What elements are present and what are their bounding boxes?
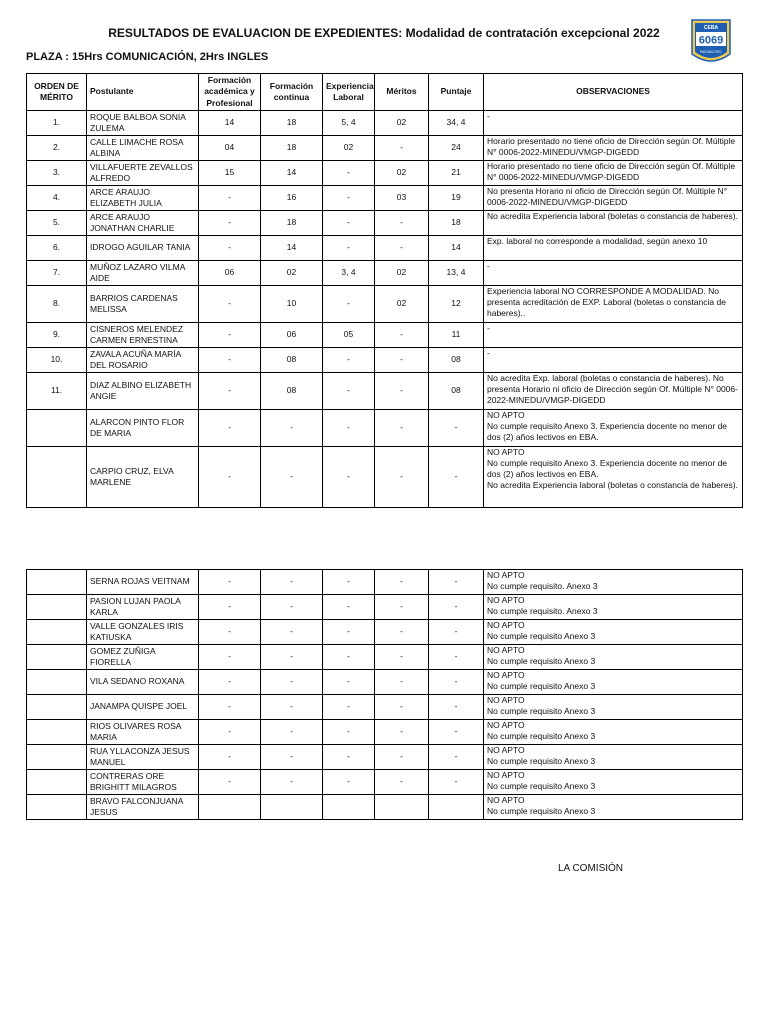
observaciones-cell: Horario presentado no tiene oficio de Dirección según Of. Múltiple N° 0006-2022-MINEDU/VMGP-DIGEDD — [484, 136, 743, 161]
experiencia-cell: - — [323, 745, 375, 770]
meritos-cell: - — [375, 770, 429, 795]
table-row — [27, 111, 743, 136]
meritos-cell: - — [375, 595, 429, 620]
experiencia-cell — [323, 795, 375, 820]
observaciones-cell: NO APTO No cumple requisito Anexo 3 — [484, 745, 743, 770]
experiencia-cell: - — [323, 595, 375, 620]
formacion-academica-cell: - — [199, 695, 261, 720]
table-row — [27, 211, 743, 236]
formacion-academica-cell: - — [199, 410, 261, 447]
observaciones-cell: NO APTO No cumple requisito Anexo 3 — [484, 620, 743, 645]
experiencia-cell: - — [323, 720, 375, 745]
col-postulante: Postulante — [87, 74, 199, 111]
orden-cell — [27, 570, 87, 595]
observaciones-cell: Exp. laboral no corresponde a modalidad, según anexo 10 — [484, 236, 743, 261]
name-cell: IDROGO AGUILAR TANIA — [87, 236, 199, 261]
observaciones-cell: No acredita Experiencia laboral (boletas o constancia de haberes). — [484, 211, 743, 236]
table-row — [27, 348, 743, 373]
formacion-continua-cell — [261, 795, 323, 820]
formacion-continua-cell: - — [261, 695, 323, 720]
meritos-cell: - — [375, 670, 429, 695]
formacion-academica-cell: - — [199, 720, 261, 745]
table-row — [27, 795, 743, 820]
observaciones-cell: - — [484, 111, 743, 136]
formacion-continua-cell: 10 — [261, 286, 323, 323]
name-cell: ALARCON PINTO FLOR DE MARIA — [87, 410, 199, 447]
table-row — [27, 286, 743, 323]
meritos-cell: 02 — [375, 286, 429, 323]
name-cell: VILLAFUERTE ZEVALLOS ALFREDO — [87, 161, 199, 186]
formacion-continua-cell: 14 — [261, 236, 323, 261]
formacion-continua-cell: 02 — [261, 261, 323, 286]
orden-cell: 3. — [27, 161, 87, 186]
formacion-academica-cell: - — [199, 620, 261, 645]
not-qualified-table — [26, 569, 743, 820]
formacion-continua-cell: - — [261, 410, 323, 447]
meritos-cell: - — [375, 447, 429, 508]
orden-cell — [27, 770, 87, 795]
experiencia-cell: 3, 4 — [323, 261, 375, 286]
observaciones-cell: NO APTO No cumple requisito Anexo 3. Experiencia docente no menor de dos (2) años lectivos en EBA. No acredita Experiencia laboral (boletas o constancia de haberes). — [484, 447, 743, 508]
document-title: RESULTADOS DE EVALUACION DE EXPEDIENTES: Modalidad de contratación excepcional 2022 — [108, 26, 660, 40]
name-cell: CONTRERAS ORE BRIGHITT MILAGROS — [87, 770, 199, 795]
orden-cell: 4. — [27, 186, 87, 211]
meritos-cell: - — [375, 745, 429, 770]
table-row — [27, 695, 743, 720]
table-row — [27, 373, 743, 410]
puntaje-cell: 24 — [429, 136, 484, 161]
formacion-continua-cell: - — [261, 645, 323, 670]
name-cell: RIOS OLIVARES ROSA MARIA — [87, 720, 199, 745]
formacion-academica-cell: 15 — [199, 161, 261, 186]
experiencia-cell: - — [323, 570, 375, 595]
puntaje-cell: 19 — [429, 186, 484, 211]
meritos-cell: - — [375, 620, 429, 645]
name-cell: VALLE GONZALES IRIS KATIUSKA — [87, 620, 199, 645]
formacion-academica-cell: - — [199, 286, 261, 323]
orden-cell: 11. — [27, 373, 87, 410]
orden-cell: 7. — [27, 261, 87, 286]
puntaje-cell: 14 — [429, 236, 484, 261]
formacion-continua-cell: - — [261, 720, 323, 745]
name-cell: ARCE ARAUJO JONATHAN CHARLIE — [87, 211, 199, 236]
formacion-continua-cell: 14 — [261, 161, 323, 186]
orden-cell — [27, 695, 87, 720]
formacion-academica-cell: - — [199, 323, 261, 348]
formacion-academica-cell: - — [199, 373, 261, 410]
puntaje-cell: - — [429, 570, 484, 595]
table-row — [27, 720, 743, 745]
observaciones-cell: NO APTO No cumple requisito Anexo 3 — [484, 720, 743, 745]
orden-cell — [27, 410, 87, 447]
experiencia-cell: - — [323, 695, 375, 720]
table-row — [27, 323, 743, 348]
formacion-continua-cell: 18 — [261, 211, 323, 236]
name-cell: BARRIOS CARDENAS MELISSA — [87, 286, 199, 323]
puntaje-cell: 34, 4 — [429, 111, 484, 136]
puntaje-cell: - — [429, 770, 484, 795]
meritos-cell: - — [375, 323, 429, 348]
observaciones-cell: Horario presentado no tiene oficio de Dirección según Of. Múltiple N° 0006-2022-MINEDU/VMGP-DIGEDD — [484, 161, 743, 186]
formacion-academica-cell: - — [199, 211, 261, 236]
puntaje-cell: - — [429, 620, 484, 645]
formacion-continua-cell: - — [261, 670, 323, 695]
table-row — [27, 261, 743, 286]
logo-bottom-text: PACHACUTEC — [700, 50, 722, 54]
table-row — [27, 645, 743, 670]
col-formacion-academica: Formación académica y Profesional — [199, 74, 261, 111]
orden-cell: 10. — [27, 348, 87, 373]
meritos-cell: - — [375, 695, 429, 720]
experiencia-cell: - — [323, 161, 375, 186]
puntaje-cell: 08 — [429, 348, 484, 373]
name-cell: BRAVO FALCONJUANA JESUS — [87, 795, 199, 820]
formacion-academica-cell: - — [199, 447, 261, 508]
observaciones-cell: NO APTO No cumple requisito. Anexo 3 — [484, 570, 743, 595]
table-row — [27, 745, 743, 770]
name-cell: SERNA ROJAS VEITNAM — [87, 570, 199, 595]
meritos-cell: - — [375, 236, 429, 261]
observaciones-cell: - — [484, 261, 743, 286]
table-row — [27, 186, 743, 211]
formacion-academica-cell: - — [199, 770, 261, 795]
orden-cell — [27, 720, 87, 745]
orden-cell: 6. — [27, 236, 87, 261]
observaciones-cell: NO APTO No cumple requisito Anexo 3 — [484, 795, 743, 820]
formacion-continua-cell: - — [261, 745, 323, 770]
col-orden: ORDEN DE MÉRITO — [27, 74, 87, 111]
name-cell: DIAZ ALBINO ELIZABETH ANGIE — [87, 373, 199, 410]
experiencia-cell: - — [323, 348, 375, 373]
formacion-academica-cell: - — [199, 645, 261, 670]
table-row — [27, 670, 743, 695]
observaciones-cell: NO APTO No cumple requisito Anexo 3 — [484, 670, 743, 695]
formacion-continua-cell: 06 — [261, 323, 323, 348]
puntaje-cell: 11 — [429, 323, 484, 348]
orden-cell — [27, 447, 87, 508]
name-cell: JANAMPA QUISPE JOEL — [87, 695, 199, 720]
puntaje-cell: 18 — [429, 211, 484, 236]
meritos-cell: 03 — [375, 186, 429, 211]
experiencia-cell: - — [323, 447, 375, 508]
experiencia-cell: - — [323, 410, 375, 447]
experiencia-cell: - — [323, 286, 375, 323]
puntaje-cell: - — [429, 410, 484, 447]
meritos-cell: - — [375, 348, 429, 373]
observaciones-cell: NO APTO No cumple requisito Anexo 3 — [484, 770, 743, 795]
name-cell: RUA YLLACONZA JESUS MANUEL — [87, 745, 199, 770]
name-cell: MUÑOZ LAZARO VILMA AIDE — [87, 261, 199, 286]
orden-cell: 8. — [27, 286, 87, 323]
formacion-continua-cell: 16 — [261, 186, 323, 211]
experiencia-cell: 05 — [323, 323, 375, 348]
observaciones-cell: No presenta Horario ni oficio de Dirección según Of. Múltiple N° 0006-2022-MINEDU/VMGP-DIGEDD — [484, 186, 743, 211]
puntaje-cell: - — [429, 645, 484, 670]
formacion-academica-cell — [199, 795, 261, 820]
logo-number: 6069 — [698, 34, 724, 47]
experiencia-cell: - — [323, 645, 375, 670]
name-cell: CISNEROS MELENDEZ CARMEN ERNESTINA — [87, 323, 199, 348]
table-row — [27, 161, 743, 186]
meritos-cell: 02 — [375, 161, 429, 186]
orden-cell: 5. — [27, 211, 87, 236]
formacion-continua-cell: - — [261, 620, 323, 645]
observaciones-cell: NO APTO No cumple requisito Anexo 3 — [484, 645, 743, 670]
meritos-cell: - — [375, 720, 429, 745]
formacion-academica-cell: 04 — [199, 136, 261, 161]
puntaje-cell: 12 — [429, 286, 484, 323]
name-cell: VILA SEDANO ROXANA — [87, 670, 199, 695]
observaciones-cell: No acredita Exp. laboral (boletas o constancia de haberes). No presenta Horario ni oficio de Dirección según Of. Múltiple N° 0006-2022-MINEDU/VMGP-DIGEDD — [484, 373, 743, 410]
experiencia-cell: 02 — [323, 136, 375, 161]
experiencia-cell: - — [323, 373, 375, 410]
puntaje-cell: 21 — [429, 161, 484, 186]
table-row — [27, 595, 743, 620]
formacion-academica-cell: 06 — [199, 261, 261, 286]
table-row — [27, 770, 743, 795]
formacion-continua-cell: - — [261, 447, 323, 508]
puntaje-cell: - — [429, 720, 484, 745]
puntaje-cell: - — [429, 695, 484, 720]
col-meritos: Méritos — [375, 74, 429, 111]
orden-cell — [27, 620, 87, 645]
observaciones-cell: - — [484, 348, 743, 373]
meritos-cell: - — [375, 136, 429, 161]
col-observaciones: OBSERVACIONES — [484, 74, 743, 111]
orden-cell — [27, 595, 87, 620]
table-row — [27, 136, 743, 161]
puntaje-cell: - — [429, 447, 484, 508]
experiencia-cell: - — [323, 236, 375, 261]
formacion-academica-cell: - — [199, 745, 261, 770]
formacion-continua-cell: - — [261, 770, 323, 795]
formacion-continua-cell: 18 — [261, 136, 323, 161]
observaciones-cell: NO APTO No cumple requisito Anexo 3 — [484, 695, 743, 720]
meritos-cell: - — [375, 211, 429, 236]
puntaje-cell: - — [429, 670, 484, 695]
orden-cell — [27, 645, 87, 670]
observaciones-cell: Experiencia laboral NO CORRESPONDE A MODALIDAD. No presenta acreditación de EXP. Laboral (boletas o constancia de haberes).. — [484, 286, 743, 323]
meritos-cell: - — [375, 410, 429, 447]
formacion-academica-cell: - — [199, 348, 261, 373]
formacion-continua-cell: 08 — [261, 373, 323, 410]
formacion-academica-cell: - — [199, 186, 261, 211]
col-experiencia: Experiencia Laboral — [323, 74, 375, 111]
experiencia-cell: 5, 4 — [323, 111, 375, 136]
institution-logo — [686, 16, 736, 70]
table-row — [27, 410, 743, 447]
formacion-academica-cell: - — [199, 595, 261, 620]
table-row — [27, 447, 743, 508]
meritos-cell: - — [375, 373, 429, 410]
formacion-continua-cell: - — [261, 570, 323, 595]
col-puntaje: Puntaje — [429, 74, 484, 111]
experiencia-cell: - — [323, 620, 375, 645]
puntaje-cell: - — [429, 595, 484, 620]
formacion-continua-cell: 18 — [261, 111, 323, 136]
table-row — [27, 570, 743, 595]
observaciones-cell: - — [484, 323, 743, 348]
name-cell: ARCE ARAUJO ELIZABETH JULIA — [87, 186, 199, 211]
results-table — [26, 73, 743, 508]
orden-cell — [27, 670, 87, 695]
name-cell: ZAVALA ACUÑA MARÍA DEL ROSARIO — [87, 348, 199, 373]
orden-cell: 2. — [27, 136, 87, 161]
formacion-academica-cell: 14 — [199, 111, 261, 136]
puntaje-cell — [429, 795, 484, 820]
name-cell: GOMEZ ZUÑIGA FIORELLA — [87, 645, 199, 670]
meritos-cell — [375, 795, 429, 820]
name-cell: ROQUE BALBOA SONIA ZULEMA — [87, 111, 199, 136]
name-cell: CARPIO CRUZ, ELVA MARLENE — [87, 447, 199, 508]
plaza-heading: PLAZA : 15Hrs COMUNICACIÓN, 2Hrs INGLES — [26, 51, 269, 63]
header-row — [27, 74, 743, 111]
orden-cell — [27, 745, 87, 770]
orden-cell: 1. — [27, 111, 87, 136]
formacion-academica-cell: - — [199, 236, 261, 261]
orden-cell: 9. — [27, 323, 87, 348]
puntaje-cell: 08 — [429, 373, 484, 410]
name-cell: CALLE LIMACHE ROSA ALBINA — [87, 136, 199, 161]
meritos-cell: 02 — [375, 261, 429, 286]
experiencia-cell: - — [323, 211, 375, 236]
observaciones-cell: NO APTO No cumple requisito Anexo 3. Experiencia docente no menor de dos (2) años lectivos en EBA. — [484, 410, 743, 447]
table-row — [27, 620, 743, 645]
puntaje-cell: 13, 4 — [429, 261, 484, 286]
col-formacion-continua: Formación continua — [261, 74, 323, 111]
meritos-cell: 02 — [375, 111, 429, 136]
table-row — [27, 236, 743, 261]
logo-top-text: CEBA — [703, 25, 719, 31]
formacion-academica-cell: - — [199, 670, 261, 695]
meritos-cell: - — [375, 570, 429, 595]
puntaje-cell: - — [429, 745, 484, 770]
name-cell: PASION LUJAN PAOLA KARLA — [87, 595, 199, 620]
commission-signature: LA COMISIÓN — [558, 863, 624, 874]
experiencia-cell: - — [323, 186, 375, 211]
meritos-cell: - — [375, 645, 429, 670]
experiencia-cell: - — [323, 770, 375, 795]
formacion-academica-cell: - — [199, 570, 261, 595]
formacion-continua-cell: 08 — [261, 348, 323, 373]
observaciones-cell: NO APTO No cumple requisito. Anexo 3 — [484, 595, 743, 620]
experiencia-cell: - — [323, 670, 375, 695]
orden-cell — [27, 795, 87, 820]
formacion-continua-cell: - — [261, 595, 323, 620]
